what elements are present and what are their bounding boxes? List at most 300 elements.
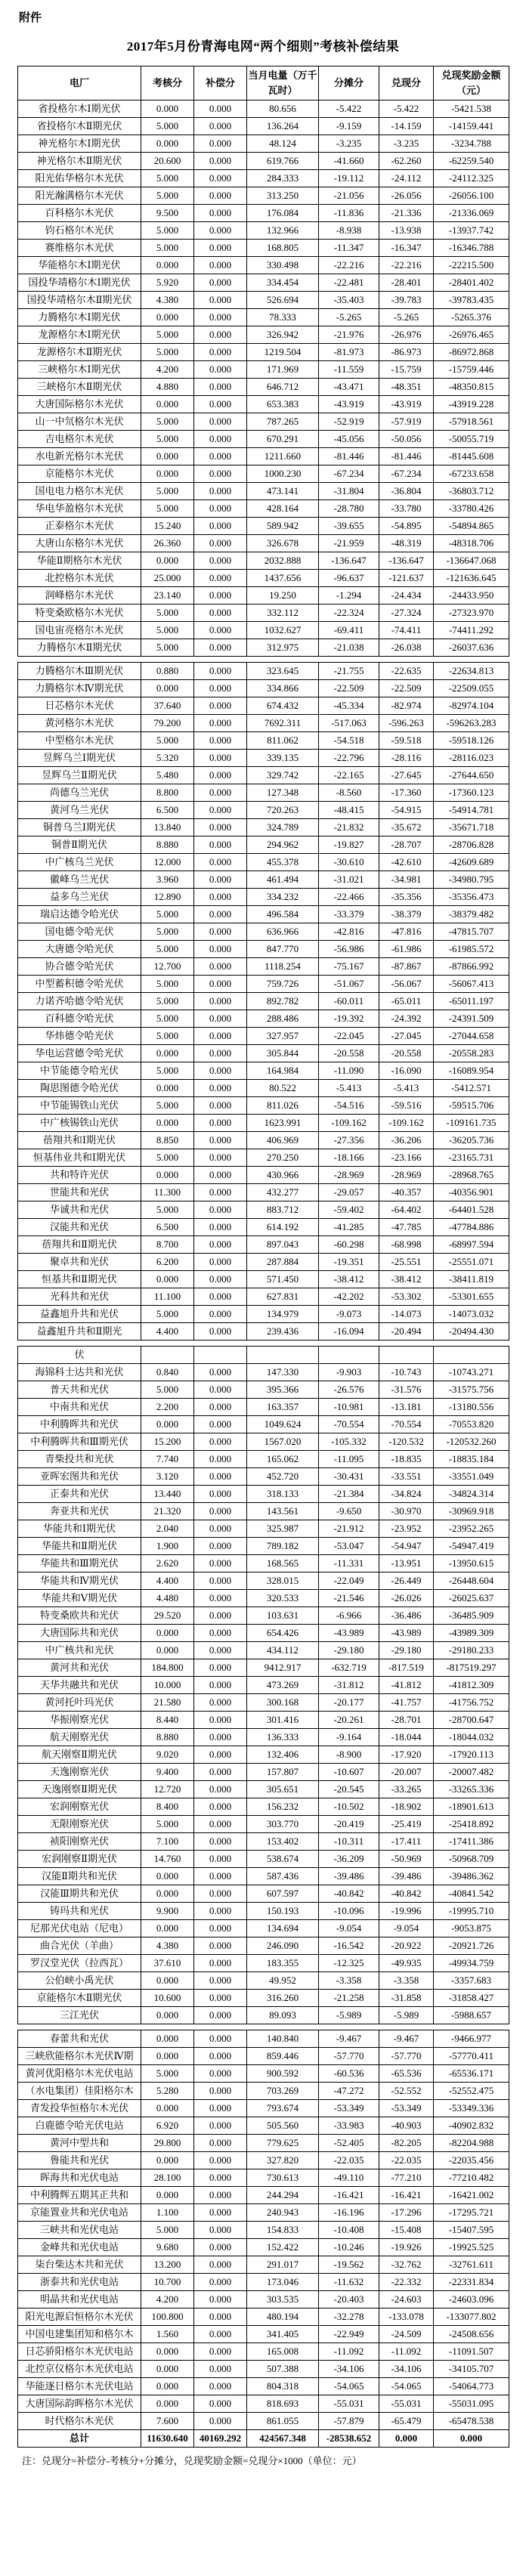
table-row bbox=[18, 1468, 509, 1486]
value-cell: 0.000 bbox=[194, 1937, 247, 1955]
plant-name-cell: 国投华靖格尔木Ⅱ期光伏 bbox=[18, 292, 141, 309]
value-cell: -9.650 bbox=[319, 1503, 379, 1520]
value-cell: 811.062 bbox=[247, 732, 319, 750]
value-cell: -30.610 bbox=[319, 854, 379, 871]
value-cell: -25418.892 bbox=[434, 1816, 509, 1833]
table-row bbox=[18, 1573, 509, 1590]
value-cell: -15.408 bbox=[379, 2222, 434, 2239]
value-cell: -33.780 bbox=[379, 500, 434, 518]
value-cell: -19.112 bbox=[319, 170, 379, 187]
value-cell: 0.000 bbox=[194, 1520, 247, 1538]
value-cell: -53349.336 bbox=[434, 2100, 509, 2117]
results-table-section bbox=[17, 66, 509, 657]
plant-name-cell: 黄河共和光伏 bbox=[18, 1659, 141, 1677]
value-cell: 15.240 bbox=[141, 518, 194, 535]
value-cell: -32.762 bbox=[379, 2256, 434, 2274]
value-cell: -20.419 bbox=[319, 1816, 379, 1833]
results-table-section bbox=[17, 1346, 509, 2024]
value-cell: -18.044 bbox=[379, 1729, 434, 1746]
value-cell: 334.866 bbox=[247, 680, 319, 697]
value-cell: -39.486 bbox=[319, 1868, 379, 1885]
plant-name-cell: 奔亚共和光伏 bbox=[18, 1503, 141, 1520]
value-cell: -43.919 bbox=[379, 396, 434, 413]
value-cell: 0.000 bbox=[194, 1990, 247, 2007]
value-cell: -13950.615 bbox=[434, 1555, 509, 1573]
plant-name-cell: 天逸刚察Ⅱ期光伏 bbox=[18, 1781, 141, 1798]
plant-name-cell: 益鑫旭升共和Ⅱ期光 bbox=[18, 1323, 141, 1341]
value-cell: -5.422 bbox=[379, 101, 434, 118]
table-row bbox=[18, 326, 509, 344]
value-cell: -17.411 bbox=[379, 1833, 434, 1851]
table-row bbox=[18, 837, 509, 854]
value-cell: -59.402 bbox=[319, 1201, 379, 1219]
value-cell: 5.480 bbox=[141, 767, 194, 784]
value-cell: 0.000 bbox=[194, 2395, 247, 2413]
value-cell: -43989.309 bbox=[434, 1625, 509, 1642]
value-cell: 327.957 bbox=[247, 1028, 319, 1045]
value-cell: -15407.595 bbox=[434, 2222, 509, 2239]
value-cell: 473.141 bbox=[247, 483, 319, 500]
value-cell: -31575.756 bbox=[434, 1381, 509, 1399]
plant-name-cell: 京能格尔木光伏 bbox=[18, 465, 141, 483]
table-row bbox=[18, 1503, 509, 1520]
value-cell: -16.090 bbox=[379, 1062, 434, 1080]
value-cell: -67.234 bbox=[379, 465, 434, 483]
value-cell: -28.969 bbox=[319, 1167, 379, 1184]
plant-name-cell: 华能共和Ⅱ期光伏 bbox=[18, 1538, 141, 1555]
value-cell: 473.269 bbox=[247, 1677, 319, 1694]
value-cell: -23.166 bbox=[379, 1149, 434, 1167]
value-cell: -47815.707 bbox=[434, 923, 509, 941]
value-cell: -69.411 bbox=[319, 622, 379, 639]
value-cell: -28.401 bbox=[379, 274, 434, 292]
value-cell: 303.535 bbox=[247, 2291, 319, 2309]
table-row bbox=[18, 993, 509, 1010]
value-cell: 5.000 bbox=[141, 344, 194, 361]
value-cell: 184.800 bbox=[141, 1659, 194, 1677]
value-cell: -20.007 bbox=[379, 1764, 434, 1781]
value-cell: 2.040 bbox=[141, 1520, 194, 1538]
value-cell: 0.000 bbox=[194, 1149, 247, 1167]
plant-name-cell: 大唐德令哈光伏 bbox=[18, 941, 141, 958]
value-cell: 0.000 bbox=[194, 941, 247, 958]
value-cell: 0.000 bbox=[141, 680, 194, 697]
value-cell: 636.966 bbox=[247, 923, 319, 941]
plant-name-cell: 吉电格尔木光伏 bbox=[18, 431, 141, 448]
value-cell: -23165.731 bbox=[434, 1149, 509, 1167]
value-cell: 0.000 bbox=[194, 518, 247, 535]
value-cell: 1000.230 bbox=[247, 465, 319, 483]
value-cell: 0.000 bbox=[194, 715, 247, 732]
plant-name-cell: 神光格尔木Ⅰ期光伏 bbox=[18, 135, 141, 153]
value-cell: 0.000 bbox=[194, 639, 247, 657]
value-cell: 0.000 bbox=[141, 1045, 194, 1062]
table-row bbox=[18, 1851, 509, 1868]
value-cell: -19.562 bbox=[319, 2256, 379, 2274]
plant-name-cell: 伏 bbox=[18, 1347, 141, 1364]
value-cell: -40.842 bbox=[319, 1885, 379, 1903]
value-cell: -8.560 bbox=[319, 784, 379, 802]
value-cell: 156.232 bbox=[247, 1798, 319, 1816]
table-row bbox=[18, 1659, 509, 1677]
total-value-cell: -28538.652 bbox=[319, 2430, 379, 2448]
value-cell: -3234.788 bbox=[434, 135, 509, 153]
value-cell: 1211.660 bbox=[247, 448, 319, 465]
value-cell: -19.392 bbox=[319, 1010, 379, 1028]
value-cell: -26976.465 bbox=[434, 326, 509, 344]
results-table-section bbox=[17, 2030, 509, 2448]
value-cell: -109161.735 bbox=[434, 1115, 509, 1132]
value-cell: 505.560 bbox=[247, 2117, 319, 2135]
value-cell: 168.565 bbox=[247, 1555, 319, 1573]
value-cell: -24.603 bbox=[379, 2291, 434, 2309]
value-cell: 571.450 bbox=[247, 1271, 319, 1288]
value-cell: 6.200 bbox=[141, 1254, 194, 1271]
value-cell: 0.000 bbox=[194, 2309, 247, 2326]
value-cell: -10.743 bbox=[379, 1364, 434, 1381]
value-cell: 0.000 bbox=[194, 1555, 247, 1573]
value-cell: -52.405 bbox=[319, 2135, 379, 2152]
value-cell: 165.062 bbox=[247, 1451, 319, 1468]
value-cell: -54.516 bbox=[319, 1097, 379, 1115]
value-cell: 619.766 bbox=[247, 153, 319, 170]
plant-name-cell: 昱辉乌兰Ⅰ期光伏 bbox=[18, 750, 141, 767]
value-cell: 0.000 bbox=[194, 2239, 247, 2256]
value-cell: 136.264 bbox=[247, 118, 319, 135]
value-cell: -9466.977 bbox=[434, 2030, 509, 2048]
table-row bbox=[18, 958, 509, 976]
value-cell: 0.000 bbox=[194, 1746, 247, 1764]
value-cell: 0.000 bbox=[141, 135, 194, 153]
value-cell: 900.592 bbox=[247, 2065, 319, 2083]
plant-name-cell: 特变桑欧共和光伏 bbox=[18, 1607, 141, 1625]
value-cell: -22.035 bbox=[319, 2152, 379, 2169]
table-row bbox=[18, 1364, 509, 1381]
value-cell: -42.816 bbox=[319, 923, 379, 941]
value-cell: 0.000 bbox=[194, 958, 247, 976]
value-cell: 861.055 bbox=[247, 2413, 319, 2430]
plant-name-cell: 百科德令哈光伏 bbox=[18, 1010, 141, 1028]
value-cell: 157.807 bbox=[247, 1764, 319, 1781]
plant-name-cell: 时代格尔木光伏 bbox=[18, 2413, 141, 2430]
value-cell: -49.110 bbox=[319, 2169, 379, 2187]
value-cell: -20.494 bbox=[379, 1323, 434, 1341]
plant-name-cell: 赛维格尔木光伏 bbox=[18, 240, 141, 257]
value-cell: -18.902 bbox=[379, 1798, 434, 1816]
column-header: 电厂 bbox=[18, 66, 141, 101]
value-cell: 5.000 bbox=[141, 1149, 194, 1167]
table-row bbox=[18, 1798, 509, 1816]
table-row bbox=[18, 552, 509, 570]
value-cell: 21.320 bbox=[141, 1503, 194, 1520]
value-cell: -59.516 bbox=[379, 1097, 434, 1115]
value-cell: 5.320 bbox=[141, 750, 194, 767]
value-cell: -20007.482 bbox=[434, 1764, 509, 1781]
table-row bbox=[18, 605, 509, 622]
value-cell: 4.400 bbox=[141, 1573, 194, 1590]
value-cell: 607.597 bbox=[247, 1885, 319, 1903]
value-cell: 4.400 bbox=[141, 1323, 194, 1341]
value-cell: 428.164 bbox=[247, 500, 319, 518]
table-row bbox=[18, 1520, 509, 1538]
value-cell: 305.844 bbox=[247, 1045, 319, 1062]
value-cell: 5.000 bbox=[141, 1816, 194, 1833]
value-cell: 0.000 bbox=[194, 2187, 247, 2204]
value-cell: -18.166 bbox=[319, 1149, 379, 1167]
value-cell: -54064.773 bbox=[434, 2378, 509, 2395]
value-cell: -54.915 bbox=[379, 802, 434, 819]
plant-name-cell: 徽峰乌兰光伏 bbox=[18, 871, 141, 889]
value-cell: -64401.528 bbox=[434, 1201, 509, 1219]
value-cell: 0.000 bbox=[141, 552, 194, 570]
value-cell: 9.400 bbox=[141, 1764, 194, 1781]
value-cell: 5.000 bbox=[141, 413, 194, 431]
value-cell: 0.000 bbox=[194, 1381, 247, 1399]
value-cell: 0.000 bbox=[141, 465, 194, 483]
value-cell: -22.324 bbox=[319, 605, 379, 622]
value-cell: 0.000 bbox=[194, 465, 247, 483]
value-cell: 0.000 bbox=[141, 2100, 194, 2117]
value-cell: -9.903 bbox=[319, 1364, 379, 1381]
table-row bbox=[18, 2152, 509, 2169]
value-cell: -8.900 bbox=[319, 1746, 379, 1764]
table-row bbox=[18, 1625, 509, 1642]
value-cell: -54.895 bbox=[379, 518, 434, 535]
value-cell: 0.000 bbox=[194, 2030, 247, 2048]
table-row bbox=[18, 222, 509, 240]
value-cell: 0.880 bbox=[141, 663, 194, 680]
value-cell: -14.159 bbox=[379, 118, 434, 135]
plant-name-cell: 力腾格尔木Ⅲ期光伏 bbox=[18, 663, 141, 680]
value-cell: -105.332 bbox=[319, 1433, 379, 1451]
value-cell: 0.000 bbox=[141, 1080, 194, 1097]
table-row bbox=[18, 570, 509, 587]
value-cell: 0.000 bbox=[141, 101, 194, 118]
value-cell: 0.000 bbox=[194, 1798, 247, 1816]
table-row bbox=[18, 274, 509, 292]
value-cell: -16089.954 bbox=[434, 1062, 509, 1080]
value-cell: 37.640 bbox=[141, 697, 194, 715]
value-cell: -27.324 bbox=[379, 605, 434, 622]
value-cell: 0.000 bbox=[194, 1433, 247, 1451]
value-cell: 28.100 bbox=[141, 2169, 194, 2187]
table-row bbox=[18, 819, 509, 837]
value-cell: -38411.819 bbox=[434, 1271, 509, 1288]
table-row bbox=[18, 1972, 509, 1990]
table-row bbox=[18, 1254, 509, 1271]
plant-name-cell: 黄河乌兰光伏 bbox=[18, 802, 141, 819]
table-row bbox=[18, 1816, 509, 1833]
value-cell: -53.349 bbox=[379, 2100, 434, 2117]
value-cell: 324.789 bbox=[247, 819, 319, 837]
value-cell: 5.000 bbox=[141, 1062, 194, 1080]
value-cell: 0.000 bbox=[194, 1254, 247, 1271]
value-cell: -42.202 bbox=[319, 1288, 379, 1306]
value-cell: 8.880 bbox=[141, 837, 194, 854]
value-cell: -11.331 bbox=[319, 1555, 379, 1573]
table-row bbox=[18, 1010, 509, 1028]
value-cell: 0.000 bbox=[141, 2007, 194, 2024]
table-row bbox=[18, 1416, 509, 1433]
table-row bbox=[18, 431, 509, 448]
value-cell: -60.536 bbox=[319, 2065, 379, 2083]
value-cell: 4.880 bbox=[141, 379, 194, 396]
value-cell: -31.812 bbox=[319, 1677, 379, 1694]
value-cell: -33.265 bbox=[379, 1781, 434, 1798]
value-cell: 793.674 bbox=[247, 2100, 319, 2117]
value-cell: 0.000 bbox=[141, 1625, 194, 1642]
value-cell: -109.162 bbox=[379, 1115, 434, 1132]
value-cell: -48.415 bbox=[319, 802, 379, 819]
value-cell: 0.000 bbox=[141, 1920, 194, 1937]
value-cell: 8.700 bbox=[141, 1236, 194, 1254]
value-cell: -3.358 bbox=[319, 1972, 379, 1990]
value-cell: 0.000 bbox=[194, 2065, 247, 2083]
table-row bbox=[18, 257, 509, 274]
value-cell: 0.000 bbox=[194, 101, 247, 118]
value-cell: 0.000 bbox=[194, 1167, 247, 1184]
value-cell: -22.216 bbox=[379, 257, 434, 274]
plant-name-cell: 尚德乌兰光伏 bbox=[18, 784, 141, 802]
table-row bbox=[18, 1903, 509, 1920]
value-cell: 328.015 bbox=[247, 1573, 319, 1590]
value-cell bbox=[194, 1347, 247, 1364]
value-cell: 811.026 bbox=[247, 1097, 319, 1115]
table-row bbox=[18, 396, 509, 413]
value-cell: 897.043 bbox=[247, 1236, 319, 1254]
plant-name-cell: 力腾格尔木Ⅳ期光伏 bbox=[18, 680, 141, 697]
value-cell: -5412.571 bbox=[434, 1080, 509, 1097]
table-row bbox=[18, 784, 509, 802]
value-cell: 240.943 bbox=[247, 2204, 319, 2222]
value-cell: -35.403 bbox=[319, 292, 379, 309]
value-cell: 0.000 bbox=[194, 1219, 247, 1236]
value-cell: 5.000 bbox=[141, 906, 194, 923]
plant-name-cell: 海锦科士达共和光伏 bbox=[18, 1364, 141, 1381]
value-cell: -36.804 bbox=[379, 483, 434, 500]
value-cell: -26448.604 bbox=[434, 1573, 509, 1590]
value-cell: -28.116 bbox=[379, 750, 434, 767]
table-row bbox=[18, 1201, 509, 1219]
value-cell: 127.348 bbox=[247, 784, 319, 802]
value-cell: -22.481 bbox=[319, 274, 379, 292]
value-cell: -55.031 bbox=[379, 2395, 434, 2413]
value-cell: -31.021 bbox=[319, 871, 379, 889]
value-cell: 5.000 bbox=[141, 622, 194, 639]
value-cell: 0.000 bbox=[194, 1659, 247, 1677]
total-value-cell: 11630.640 bbox=[141, 2430, 194, 2448]
value-cell: 0.000 bbox=[194, 1201, 247, 1219]
value-cell: 0.000 bbox=[141, 2048, 194, 2065]
value-cell: 0.000 bbox=[194, 1677, 247, 1694]
value-cell: 9412.917 bbox=[247, 1659, 319, 1677]
value-cell: -17295.721 bbox=[434, 2204, 509, 2222]
table-row bbox=[18, 889, 509, 906]
table-row bbox=[18, 622, 509, 639]
value-cell: -17.296 bbox=[379, 2204, 434, 2222]
value-cell: -26.449 bbox=[379, 1573, 434, 1590]
plant-name-cell: 华能共和Ⅴ期光伏 bbox=[18, 1590, 141, 1607]
value-cell: -20921.726 bbox=[434, 1937, 509, 1955]
value-cell: -20.558 bbox=[319, 1045, 379, 1062]
value-cell: -33780.426 bbox=[434, 500, 509, 518]
value-cell: 789.182 bbox=[247, 1538, 319, 1555]
plant-name-cell: 力腾格尔木Ⅱ期光伏 bbox=[18, 639, 141, 657]
value-cell: 0.000 bbox=[194, 344, 247, 361]
value-cell: -5.989 bbox=[319, 2007, 379, 2024]
value-cell: 8.400 bbox=[141, 1798, 194, 1816]
plant-name-cell: 晖海共和光伏电站 bbox=[18, 2169, 141, 2187]
value-cell: 670.291 bbox=[247, 431, 319, 448]
value-cell: 8.850 bbox=[141, 1132, 194, 1149]
value-cell: 5.000 bbox=[141, 993, 194, 1010]
value-cell: 29.800 bbox=[141, 2135, 194, 2152]
table-row bbox=[18, 587, 509, 605]
value-cell: -136.647 bbox=[379, 552, 434, 570]
value-cell: -19.827 bbox=[319, 837, 379, 854]
value-cell: -34105.707 bbox=[434, 2361, 509, 2378]
value-cell: 0.000 bbox=[141, 1271, 194, 1288]
plant-name-cell: 阳光佑华格尔木光伏 bbox=[18, 170, 141, 187]
value-cell: -65.011 bbox=[379, 993, 434, 1010]
value-cell: -136.647 bbox=[319, 552, 379, 570]
value-cell: 0.000 bbox=[194, 118, 247, 135]
plant-name-cell: 特变桑欧格尔木光伏 bbox=[18, 605, 141, 622]
value-cell: 0.000 bbox=[141, 1885, 194, 1903]
value-cell: -57.770 bbox=[319, 2048, 379, 2065]
value-cell: -10743.271 bbox=[434, 1364, 509, 1381]
value-cell: -109.162 bbox=[319, 1115, 379, 1132]
table-row bbox=[18, 1885, 509, 1903]
plant-name-cell: 共和特许光伏 bbox=[18, 1167, 141, 1184]
value-cell: -21.755 bbox=[319, 663, 379, 680]
value-cell: 5.000 bbox=[141, 605, 194, 622]
value-cell: 325.987 bbox=[247, 1520, 319, 1538]
plant-name-cell: 省投格尔木Ⅰ期光伏 bbox=[18, 101, 141, 118]
value-cell: -70553.820 bbox=[434, 1416, 509, 1433]
value-cell: -41.757 bbox=[379, 1694, 434, 1712]
value-cell: 0.000 bbox=[194, 854, 247, 871]
value-cell: 168.805 bbox=[247, 240, 319, 257]
table-row bbox=[18, 170, 509, 187]
table-row bbox=[18, 2413, 509, 2430]
value-cell: -20.545 bbox=[319, 1781, 379, 1798]
value-cell: -133.078 bbox=[379, 2309, 434, 2326]
value-cell: -16421.002 bbox=[434, 2187, 509, 2204]
value-cell: 627.831 bbox=[247, 1288, 319, 1306]
value-cell: 5.000 bbox=[141, 2065, 194, 2083]
value-cell: -21.336 bbox=[379, 205, 434, 222]
value-cell: -9053.875 bbox=[434, 1920, 509, 1937]
value-cell: -54894.865 bbox=[434, 518, 509, 535]
page-title: 2017年5月份青海电网“两个细则”考核补偿结果 bbox=[126, 39, 400, 54]
value-cell: 2.200 bbox=[141, 1399, 194, 1416]
plant-name-cell: 曲合光伏（羊曲） bbox=[18, 1937, 141, 1955]
value-cell: 589.942 bbox=[247, 518, 319, 535]
value-cell: 847.770 bbox=[247, 941, 319, 958]
value-cell: -39.486 bbox=[379, 1868, 434, 1885]
header-row bbox=[18, 66, 509, 101]
value-cell: 4.380 bbox=[141, 1937, 194, 1955]
value-cell: -26037.636 bbox=[434, 639, 509, 657]
value-cell: -17.360 bbox=[379, 784, 434, 802]
value-cell: -3.235 bbox=[379, 135, 434, 153]
value-cell: 80.656 bbox=[247, 101, 319, 118]
plant-name-cell: 宏润刚察光伏 bbox=[18, 1798, 141, 1816]
value-cell: 0.000 bbox=[194, 2378, 247, 2395]
value-cell: 0.000 bbox=[194, 1271, 247, 1288]
value-cell: -33.983 bbox=[319, 2117, 379, 2135]
